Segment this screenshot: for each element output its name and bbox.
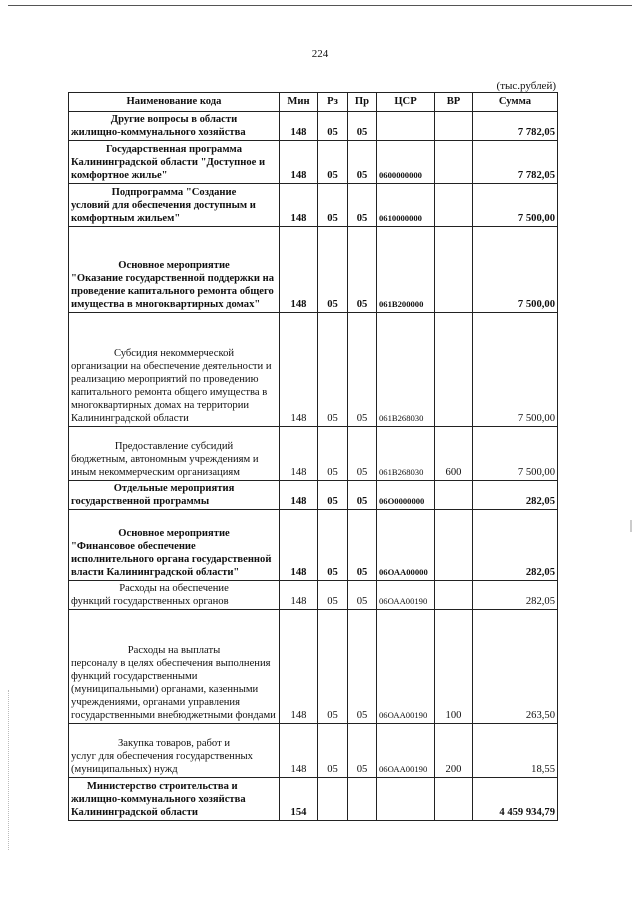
row-csr: 061В268030 <box>377 427 435 481</box>
row-min: 148 <box>280 481 318 510</box>
row-name-line1: Отдельные мероприятия <box>113 483 235 494</box>
row-rz: 05 <box>318 427 348 481</box>
row-pr: 05 <box>348 510 377 581</box>
table-row <box>69 778 558 821</box>
row-csr: 06О0000000 <box>377 481 435 510</box>
row-csr: 0610000000 <box>377 184 435 227</box>
row-csr: 06ОАА00190 <box>377 610 435 724</box>
row-csr: 061В268030 <box>377 313 435 427</box>
row-name-rest: функций государственных органов <box>71 596 229 607</box>
row-min: 154 <box>280 778 318 821</box>
header-csr: ЦСР <box>377 93 435 112</box>
row-name-line1: Министерство строительства и <box>86 781 238 792</box>
row-name <box>69 227 280 313</box>
row-name <box>69 184 280 227</box>
row-min: 148 <box>280 184 318 227</box>
row-name-line1: Основное мероприятие <box>118 528 230 539</box>
row-rz <box>318 778 348 821</box>
table-row <box>69 427 558 481</box>
row-rz: 05 <box>318 610 348 724</box>
row-vr: 200 <box>435 724 473 778</box>
page-number: 224 <box>311 48 329 60</box>
row-name <box>69 724 280 778</box>
row-vr <box>435 581 473 610</box>
row-name-rest: условий для обеспечения доступным и комфортным жильем" <box>71 200 256 224</box>
table-row <box>69 112 558 141</box>
row-csr: 06ОАА00190 <box>377 724 435 778</box>
row-vr <box>435 481 473 510</box>
row-min: 148 <box>280 724 318 778</box>
row-csr: 0600000000 <box>377 141 435 184</box>
row-sum: 263,50 <box>473 610 558 724</box>
budget-table <box>68 92 558 821</box>
row-name <box>69 141 280 184</box>
row-pr: 05 <box>348 610 377 724</box>
units-label: (тыс.рублей) <box>496 80 556 92</box>
row-name-line1: Закупка товаров, работ и <box>117 738 231 749</box>
row-name <box>69 481 280 510</box>
row-name-rest: государственной программы <box>71 496 210 507</box>
row-name <box>69 778 280 821</box>
row-vr <box>435 141 473 184</box>
row-csr <box>377 112 435 141</box>
row-sum: 7 500,00 <box>473 184 558 227</box>
row-sum: 7 782,05 <box>473 112 558 141</box>
scan-margin-marks <box>8 690 10 850</box>
row-rz: 05 <box>318 141 348 184</box>
row-vr <box>435 184 473 227</box>
table-header-row <box>69 93 558 112</box>
row-name-rest: жилищно-коммунального хозяйства <box>71 127 246 138</box>
row-rz: 05 <box>318 510 348 581</box>
table-row <box>69 610 558 724</box>
row-csr: 06ОАА00190 <box>377 581 435 610</box>
row-min: 148 <box>280 313 318 427</box>
row-min: 148 <box>280 141 318 184</box>
row-pr: 05 <box>348 427 377 481</box>
row-rz: 05 <box>318 184 348 227</box>
row-pr: 05 <box>348 184 377 227</box>
row-vr <box>435 227 473 313</box>
row-name <box>69 112 280 141</box>
row-name-line1: Субсидия некоммерческой <box>113 348 235 359</box>
row-name <box>69 610 280 724</box>
header-vr: ВР <box>435 93 473 112</box>
header-name: Наименование кода <box>69 93 280 112</box>
row-sum: 7 782,05 <box>473 141 558 184</box>
row-name <box>69 581 280 610</box>
row-name-rest: "Оказание государственной поддержки на проведение капитального ремонта общего имущества в многоквартирных домах" <box>71 273 274 310</box>
scan-speck <box>630 520 632 532</box>
row-pr: 05 <box>348 112 377 141</box>
row-sum: 282,05 <box>473 481 558 510</box>
row-vr <box>435 510 473 581</box>
table-row <box>69 313 558 427</box>
row-sum: 7 500,00 <box>473 313 558 427</box>
row-name-line1: Подпрограмма "Создание <box>111 187 237 198</box>
row-csr: 061В200000 <box>377 227 435 313</box>
row-sum: 7 500,00 <box>473 427 558 481</box>
row-vr: 100 <box>435 610 473 724</box>
table-row <box>69 184 558 227</box>
row-sum: 18,55 <box>473 724 558 778</box>
row-name-line1: Расходы на обеспечение <box>119 583 229 594</box>
row-rz: 05 <box>318 112 348 141</box>
header-rz: Рз <box>318 93 348 112</box>
table-row <box>69 510 558 581</box>
row-name <box>69 313 280 427</box>
header-pr: Пр <box>348 93 377 112</box>
row-vr <box>435 112 473 141</box>
row-sum: 282,05 <box>473 581 558 610</box>
row-vr <box>435 778 473 821</box>
row-name-rest: организации на обеспечение деятельности и реализацию мероприятий по проведению капитального ремонта общего имущества в многоквартирных домах на территории Калининградской области <box>71 361 272 424</box>
row-name <box>69 510 280 581</box>
row-pr: 05 <box>348 141 377 184</box>
row-min: 148 <box>280 610 318 724</box>
row-name-rest: жилищно-коммунального хозяйства Калининградской области <box>71 794 246 818</box>
table-row <box>69 481 558 510</box>
row-pr: 05 <box>348 581 377 610</box>
header-min: Мин <box>280 93 318 112</box>
row-name-rest: персоналу в целях обеспечения выполнения функций государственными (муниципальными) органами, казенными учреждениями, органами управления государственными внебюджетными фондами <box>71 658 276 721</box>
row-name-rest: Калининградской области "Доступное и комфортное жилье" <box>71 157 266 181</box>
row-sum: 4 459 934,79 <box>473 778 558 821</box>
row-csr <box>377 778 435 821</box>
row-rz: 05 <box>318 481 348 510</box>
row-name-rest: бюджетным, автономным учреждениям и иным некоммерческим организациям <box>71 454 259 478</box>
row-name-line1: Расходы на выплаты <box>127 645 221 656</box>
row-name-line1: Основное мероприятие <box>118 260 230 271</box>
row-sum: 282,05 <box>473 510 558 581</box>
row-name-rest: услуг для обеспечения государственных (муниципальных) нужд <box>71 751 253 775</box>
row-name <box>69 427 280 481</box>
row-name-line1: Государственная программа <box>105 144 242 155</box>
row-rz: 05 <box>318 581 348 610</box>
row-name-rest: "Финансовое обеспечение исполнительного органа государственной власти Калининградской области" <box>71 541 272 578</box>
row-csr: 06ОАА00000 <box>377 510 435 581</box>
row-rz: 05 <box>318 313 348 427</box>
row-pr: 05 <box>348 313 377 427</box>
row-min: 148 <box>280 112 318 141</box>
row-pr <box>348 778 377 821</box>
table-row <box>69 581 558 610</box>
row-min: 148 <box>280 227 318 313</box>
table-row <box>69 227 558 313</box>
table-row <box>69 141 558 184</box>
row-pr: 05 <box>348 481 377 510</box>
row-min: 148 <box>280 581 318 610</box>
top-rule <box>8 5 632 6</box>
row-pr: 05 <box>348 724 377 778</box>
row-rz: 05 <box>318 724 348 778</box>
row-rz: 05 <box>318 227 348 313</box>
row-min: 148 <box>280 510 318 581</box>
row-vr: 600 <box>435 427 473 481</box>
row-sum: 7 500,00 <box>473 227 558 313</box>
row-pr: 05 <box>348 227 377 313</box>
table-row <box>69 724 558 778</box>
row-name-line1: Другие вопросы в области <box>110 114 238 125</box>
row-vr <box>435 313 473 427</box>
header-sum: Сумма <box>473 93 558 112</box>
row-min: 148 <box>280 427 318 481</box>
row-name-line1: Предоставление субсидий <box>114 441 234 452</box>
